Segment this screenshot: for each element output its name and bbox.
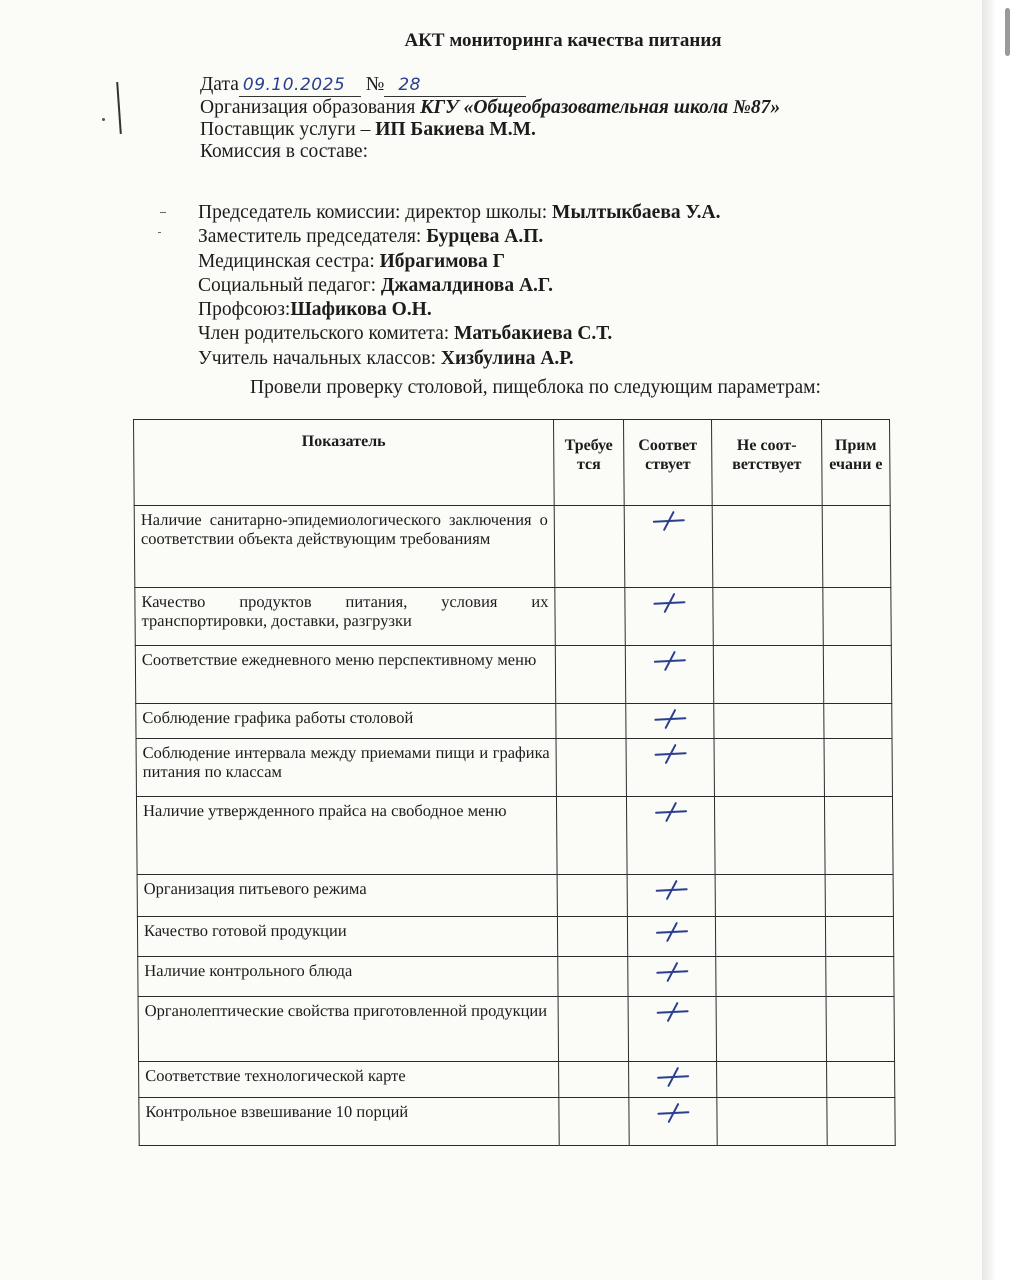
noncompliant-cell	[715, 917, 825, 957]
required-cell	[556, 797, 627, 875]
table-row	[139, 1098, 895, 1146]
required-cell	[559, 1098, 629, 1146]
table-header-row	[134, 420, 891, 506]
compliant-cell	[629, 1062, 717, 1098]
compliant-cell	[625, 646, 713, 704]
document-header	[200, 74, 900, 163]
indicator-cell: Наличие контрольного блюда	[138, 957, 558, 997]
handwritten-plus-mark	[653, 879, 689, 899]
column-header-compliant: Соответ ствует	[624, 420, 713, 506]
required-cell	[557, 917, 627, 957]
noncompliant-cell	[714, 739, 824, 797]
column-header-noncompliant: Не соот-ветствует	[712, 420, 823, 506]
required-cell	[554, 506, 625, 588]
noncompliant-cell	[716, 957, 826, 997]
member-line: Учитель начальных классов: Хизбулина А.Р.	[198, 347, 574, 369]
intro-text: Провели проверку столовой, пищеблока по следующим параметрам:	[250, 377, 821, 398]
member-line: Медицинская сестра: Ибрагимова Г	[198, 250, 506, 272]
margin-dash	[160, 212, 166, 213]
handwritten-plus-mark	[650, 510, 686, 530]
organization-line	[200, 97, 900, 119]
table-row	[138, 997, 895, 1062]
indicator-cell: Наличие санитарно-эпидемиологического заключения о соответствии объекта действующим требованиям	[134, 506, 555, 588]
margin-dot	[102, 118, 105, 121]
noncompliant-cell	[713, 646, 823, 704]
date-value: 09.10.2025	[239, 74, 361, 97]
noncompliant-cell	[716, 997, 827, 1062]
required-cell	[557, 875, 627, 917]
compliant-cell	[626, 739, 714, 797]
scrollbar-thumb[interactable]	[1005, 8, 1010, 56]
note-cell	[824, 739, 892, 797]
table-row	[135, 646, 891, 704]
table-body	[134, 506, 895, 1146]
table-row	[136, 704, 892, 739]
note-cell	[826, 957, 894, 997]
noncompliant-cell	[714, 704, 824, 739]
note-cell	[823, 588, 891, 646]
supplier-label: Поставщик услуги –	[200, 119, 371, 140]
note-cell	[825, 917, 893, 957]
note-cell	[824, 797, 893, 875]
commission-label: Комиссия в составе:	[200, 141, 368, 162]
required-cell	[559, 1062, 629, 1098]
required-cell	[556, 704, 626, 739]
indicator-cell: Контрольное взвешивание 10 порций	[139, 1098, 559, 1146]
handwritten-plus-mark	[653, 921, 689, 941]
indicator-cell: Качество готовой продукции	[137, 917, 557, 957]
commission-members	[198, 201, 918, 371]
supplier-value: ИП Бакиева М.М.	[375, 119, 536, 140]
compliant-cell	[624, 506, 713, 588]
note-cell	[825, 875, 893, 917]
compliant-cell	[626, 797, 715, 875]
margin-dash	[158, 232, 161, 233]
noncompliant-cell	[717, 1098, 827, 1146]
required-cell	[556, 739, 626, 797]
handwritten-plus-mark	[655, 1066, 691, 1086]
page-edge	[982, 0, 1018, 1280]
indicator-cell: Соблюдение интервала между приемами пищи и графика питания по классам	[136, 739, 556, 797]
indicator-cell: Соблюдение графика работы столовой	[136, 704, 556, 739]
indicator-cell: Организация питьевого режима	[137, 875, 557, 917]
handwritten-plus-mark	[654, 961, 690, 981]
table-row	[138, 957, 894, 997]
indicator-cell: Соответствие технологической карте	[139, 1062, 559, 1098]
organization-label: Организация образования	[200, 97, 416, 118]
note-cell	[823, 646, 891, 704]
column-header-indicator: Показатель	[134, 420, 555, 506]
indicator-cell: Органолептические свойства приготовленной продукции	[138, 997, 559, 1062]
indicator-cell: Качество продуктов питания, условия их транспортировки, доставки, разгрузки	[135, 588, 555, 646]
member-line: Социальный педагог: Джамалдинова А.Г.	[198, 274, 554, 296]
table-row	[137, 875, 893, 917]
member-line: Профсоюз:Шафикова О.Н.	[198, 299, 432, 321]
compliant-cell	[628, 997, 717, 1062]
table-row	[135, 588, 891, 646]
compliant-cell	[629, 1098, 717, 1146]
noncompliant-cell	[717, 1062, 827, 1098]
required-cell	[555, 588, 625, 646]
member-line: Член родительского комитета: Матьбакиева С.Т.	[198, 323, 613, 345]
compliant-cell	[627, 917, 715, 957]
noncompliant-cell	[714, 797, 825, 875]
handwritten-plus-mark	[654, 1001, 690, 1021]
number-label: №	[365, 74, 385, 95]
compliant-cell	[625, 588, 713, 646]
member-line: Заместитель председателя: Бурцева А.П.	[198, 226, 544, 248]
supplier-line	[200, 119, 900, 141]
required-cell	[558, 957, 628, 997]
compliant-cell	[628, 957, 716, 997]
note-cell	[824, 704, 892, 739]
indicator-cell: Соответствие ежедневного меню перспективному меню	[135, 646, 555, 704]
column-header-required: Требуе тся	[554, 420, 625, 506]
table-row	[134, 506, 891, 588]
note-cell	[827, 1062, 895, 1098]
table-row	[136, 739, 892, 797]
note-cell	[827, 1098, 895, 1146]
compliant-cell	[627, 875, 715, 917]
table-row	[136, 797, 893, 875]
indicator-cell: Наличие утвержденного прайса на свободное меню	[136, 797, 557, 875]
table-row	[137, 917, 893, 957]
member-line: Председатель комиссии: директор школы: Мылтыкбаева У.А.	[198, 202, 721, 223]
required-cell	[555, 646, 625, 704]
handwritten-plus-mark	[652, 708, 688, 728]
margin-pen-mark	[116, 82, 122, 134]
date-label: Дата	[200, 74, 239, 95]
handwritten-plus-mark	[655, 1102, 691, 1122]
handwritten-plus-mark	[651, 592, 687, 612]
compliant-cell	[626, 704, 714, 739]
noncompliant-cell	[715, 875, 825, 917]
inspection-table	[133, 419, 896, 1146]
noncompliant-cell	[712, 506, 823, 588]
handwritten-plus-mark	[651, 650, 687, 670]
noncompliant-cell	[713, 588, 823, 646]
required-cell	[558, 997, 629, 1062]
document-title: АКТ мониторинга качества питания	[404, 30, 722, 51]
note-cell	[826, 997, 895, 1062]
date-line	[200, 74, 900, 97]
column-header-note: Прим ечани е	[822, 420, 891, 506]
handwritten-plus-mark	[653, 801, 689, 821]
number-value: 28	[384, 74, 526, 97]
organization-value: КГУ «Общеобразовательная школа №87»	[420, 97, 781, 118]
table-row	[139, 1062, 895, 1098]
note-cell	[822, 506, 891, 588]
handwritten-plus-mark	[652, 743, 688, 763]
